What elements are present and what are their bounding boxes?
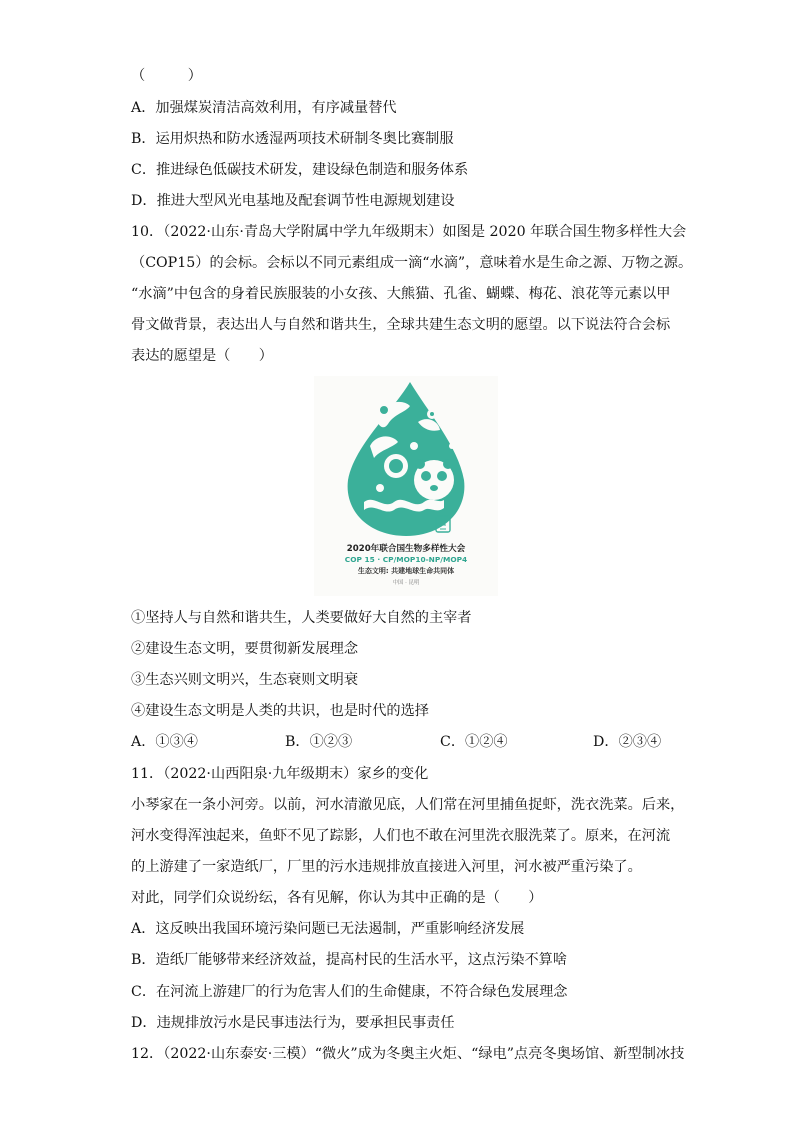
q9-option-b: B．运用炽热和防水透湿两项技术研制冬奥比赛制服 bbox=[131, 131, 454, 147]
q9-option-c: C．推进绿色低碳技术研发，建设绿色制造和服务体系 bbox=[131, 162, 469, 178]
q11-option-b: B．造纸厂能够带来经济效益，提高村民的生活水平，这点污染不算啥 bbox=[131, 952, 568, 968]
q10-stem-line-4: 骨文做背景，表达出人与自然和谐共生，全球共建生态文明的愿望。以下说法符合会标 bbox=[131, 317, 671, 333]
logo-caption-location: 中国 · 昆明 bbox=[392, 580, 420, 586]
q10-statement-3: ③生态兴则文明兴，生态衰则文明衰 bbox=[131, 672, 359, 688]
logo-caption-cop15: COP 15 · CP/MOP10-NP/MOP4 bbox=[344, 555, 468, 564]
logo-caption-theme: 生态文明: 共建地球生命共同体 bbox=[357, 567, 455, 575]
q11-stem-line-4: 对此，同学们众说纷纭，各有见解，你认为其中正确的是（ ） bbox=[131, 890, 543, 906]
q11-option-d: D．违规排放污水是民事违法行为，要承担民事责任 bbox=[131, 1015, 455, 1031]
q10-statement-2: ②建设生态文明，要贯彻新发展理念 bbox=[131, 641, 359, 657]
answer-bracket: （ ） bbox=[131, 68, 202, 84]
q10-choice-a: A．①③④ bbox=[131, 734, 198, 750]
q11-title: 11．（2022·山西阳泉·九年级期末）家乡的变化 bbox=[131, 766, 429, 782]
q11-stem-line-3: 的上游建了一家造纸厂，厂里的污水违规排放直接进入河里，河水被严重污染了。 bbox=[131, 859, 642, 875]
q11-option-c: C．在河流上游建厂的行为危害人们的生命健康，不符合绿色发展理念 bbox=[131, 984, 568, 1000]
q10-choice-c: C．①②④ bbox=[440, 734, 508, 750]
q10-statement-4: ④建设生态文明是人类的共识，也是时代的选择 bbox=[131, 703, 429, 719]
q10-stem-line-1: 10．（2022·山东·青岛大学附属中学九年级期末）如图是 2020 年联合国生物多样性大会 bbox=[131, 224, 687, 240]
water-drop-emblem-icon bbox=[314, 376, 498, 541]
q9-option-d: D．推进大型风光电基地及配套调节性电源规划建设 bbox=[131, 193, 455, 209]
q10-stem-line-5: 表达的愿望是（ ） bbox=[131, 348, 273, 364]
q11-stem-line-1: 小琴家在一条小河旁。以前，河水清澈见底，人们常在河里捕鱼捉虾，洗衣洗菜。后来， bbox=[131, 797, 685, 813]
logo-caption-title: 2020年联合国生物多样性大会 bbox=[346, 544, 466, 554]
q12-stem-line-1: 12．（2022·山东泰安·三模）“微火”成为冬奥主火炬、“绿电”点亮冬奥场馆、新型制冰技 bbox=[131, 1046, 685, 1062]
q10-choice-b: B．①②③ bbox=[285, 734, 353, 750]
q11-option-a: A．这反映出我国环境污染问题已无法遏制，严重影响经济发展 bbox=[131, 921, 525, 937]
q10-stem-line-3: “水滴”中包含的身着民族服装的小女孩、大熊猫、孔雀、蝴蝶、梅花、浪花等元素以甲 bbox=[131, 286, 671, 302]
q9-option-a: A．加强煤炭清洁高效利用，有序减量替代 bbox=[131, 100, 397, 116]
q11-stem-line-2: 河水变得浑浊起来，鱼虾不见了踪影，人们也不敢在河里洗衣服洗菜了。原来，在河流 bbox=[131, 828, 671, 844]
q10-choice-d: D．②③④ bbox=[593, 734, 662, 750]
q10-stem-line-2: （COP15）的会标。会标以不同元素组成一滴“水滴”，意味着水是生命之源、万物之源。 bbox=[131, 255, 693, 271]
cop15-logo-figure bbox=[314, 376, 498, 596]
q10-statement-1: ①坚持人与自然和谐共生，人类要做好大自然的主宰者 bbox=[131, 610, 472, 626]
